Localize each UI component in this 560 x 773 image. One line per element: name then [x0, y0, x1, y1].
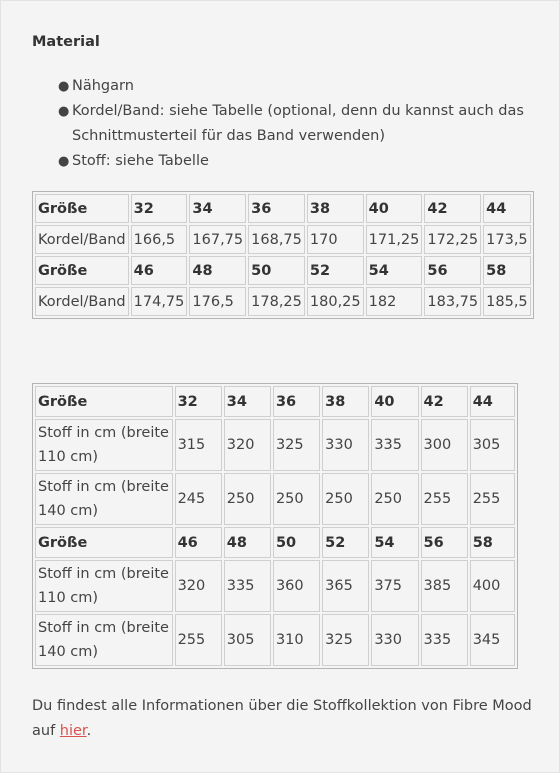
table-cell: 300: [421, 419, 468, 471]
table-row: [35, 225, 531, 254]
table-header-cell: 56: [424, 256, 481, 285]
table-cell: 170: [307, 225, 364, 254]
table-cell: 250: [273, 473, 320, 525]
table-header-cell: 56: [421, 527, 468, 558]
table-cell: 250: [322, 473, 369, 525]
table-cell: 310: [273, 614, 320, 666]
table-row: [35, 473, 515, 525]
table-row: [35, 560, 515, 612]
table-cell: 168,75: [248, 225, 305, 254]
table-header-cell: 34: [189, 194, 246, 223]
table-cell: 305: [224, 614, 271, 666]
table-cell: 345: [470, 614, 515, 666]
table-header-cell: 42: [424, 194, 481, 223]
table-cell: 245: [175, 473, 222, 525]
table-cell: 305: [470, 419, 515, 471]
table-header-cell: 52: [322, 527, 369, 558]
material-list: [32, 74, 532, 174]
bullet-icon: ●: [58, 79, 70, 94]
table-header-row: [35, 527, 515, 558]
table-cell: 330: [371, 614, 418, 666]
table-cell: 255: [175, 614, 222, 666]
info-link[interactable]: hier: [59, 723, 87, 739]
table-cell: 330: [322, 419, 369, 471]
table-header-cell: 32: [175, 386, 222, 417]
table-cell: Stoff in cm (breite 140 cm): [35, 614, 173, 666]
table-header-cell: 58: [483, 256, 531, 285]
table-cell: 255: [470, 473, 515, 525]
table-row: [35, 287, 531, 316]
info-paragraph: [32, 694, 532, 744]
list-item: [32, 149, 532, 174]
table-header-cell: 52: [307, 256, 364, 285]
table-header-cell: 54: [371, 527, 418, 558]
table-row: [35, 614, 515, 666]
table-header-cell: Größe: [35, 194, 129, 223]
table-cell: 180,25: [307, 287, 364, 316]
table-cell: 166,5: [131, 225, 188, 254]
table-cell: 335: [421, 614, 468, 666]
table-header-cell: 36: [248, 194, 305, 223]
table-cell: 182: [366, 287, 423, 316]
table-cell: Kordel/Band: [35, 225, 129, 254]
table-header-cell: 44: [483, 194, 531, 223]
table-header-cell: 50: [248, 256, 305, 285]
table-cell: 167,75: [189, 225, 246, 254]
table-cell: 315: [175, 419, 222, 471]
table-cell: Stoff in cm (breite 110 cm): [35, 560, 173, 612]
table-cell: 320: [175, 560, 222, 612]
table-cell: 176,5: [189, 287, 246, 316]
table-header-cell: 42: [421, 386, 468, 417]
bullet-icon: ●: [58, 104, 70, 119]
list-item: [32, 99, 532, 149]
table-header-cell: 40: [366, 194, 423, 223]
table-cell: 400: [470, 560, 515, 612]
table-cell: 250: [371, 473, 418, 525]
table-header-cell: 46: [175, 527, 222, 558]
table-cell: 385: [421, 560, 468, 612]
table-header-cell: 48: [189, 256, 246, 285]
material-heading: Material: [32, 34, 100, 50]
table-cell: 335: [371, 419, 418, 471]
material-item-text: Stoff: siehe Tabelle: [72, 153, 209, 169]
table-header-cell: 46: [131, 256, 188, 285]
table-header-cell: Größe: [35, 256, 129, 285]
table-header-cell: 32: [131, 194, 188, 223]
table-cell: 172,25: [424, 225, 481, 254]
cord-size-table: [32, 191, 534, 319]
table-header-row: [35, 386, 515, 417]
table-cell: 185,5: [483, 287, 531, 316]
table-cell: 171,25: [366, 225, 423, 254]
table-cell: 365: [322, 560, 369, 612]
fabric-size-table: [32, 383, 518, 669]
table-cell: 335: [224, 560, 271, 612]
table-cell: 250: [224, 473, 271, 525]
table-header-cell: 48: [224, 527, 271, 558]
list-item: [32, 74, 532, 99]
table-header-cell: 58: [470, 527, 515, 558]
table-row: [35, 419, 515, 471]
table-header-cell: 38: [322, 386, 369, 417]
table-header-cell: 50: [273, 527, 320, 558]
table-header-cell: 40: [371, 386, 418, 417]
table-cell: 325: [322, 614, 369, 666]
table-cell: 320: [224, 419, 271, 471]
table-header-cell: Größe: [35, 527, 173, 558]
table-cell: 375: [371, 560, 418, 612]
info-text: Du findest alle Informationen über die Stoffkollektion von Fibre Mood auf: [32, 698, 532, 739]
bullet-icon: ●: [58, 154, 70, 169]
info-end: .: [86, 723, 92, 739]
table-cell: 183,75: [424, 287, 481, 316]
table-header-cell: Größe: [35, 386, 173, 417]
table-cell: 255: [421, 473, 468, 525]
table-header-cell: 44: [470, 386, 515, 417]
material-item-text: Kordel/Band: siehe Tabelle (optional, denn du kannst auch das Schnittmusterteil für das Band verwenden): [72, 103, 524, 144]
table-cell: 173,5: [483, 225, 531, 254]
table-header-cell: 54: [366, 256, 423, 285]
table-cell: Stoff in cm (breite 140 cm): [35, 473, 173, 525]
table-header-row: [35, 194, 531, 223]
table-header-row: [35, 256, 531, 285]
table-cell: Kordel/Band: [35, 287, 129, 316]
table-cell: 178,25: [248, 287, 305, 316]
material-item-text: Nähgarn: [72, 78, 134, 94]
table-header-cell: 36: [273, 386, 320, 417]
table-header-cell: 34: [224, 386, 271, 417]
table-cell: 174,75: [131, 287, 188, 316]
table-cell: 325: [273, 419, 320, 471]
table-cell: 360: [273, 560, 320, 612]
table-header-cell: 38: [307, 194, 364, 223]
table-cell: Stoff in cm (breite 110 cm): [35, 419, 173, 471]
